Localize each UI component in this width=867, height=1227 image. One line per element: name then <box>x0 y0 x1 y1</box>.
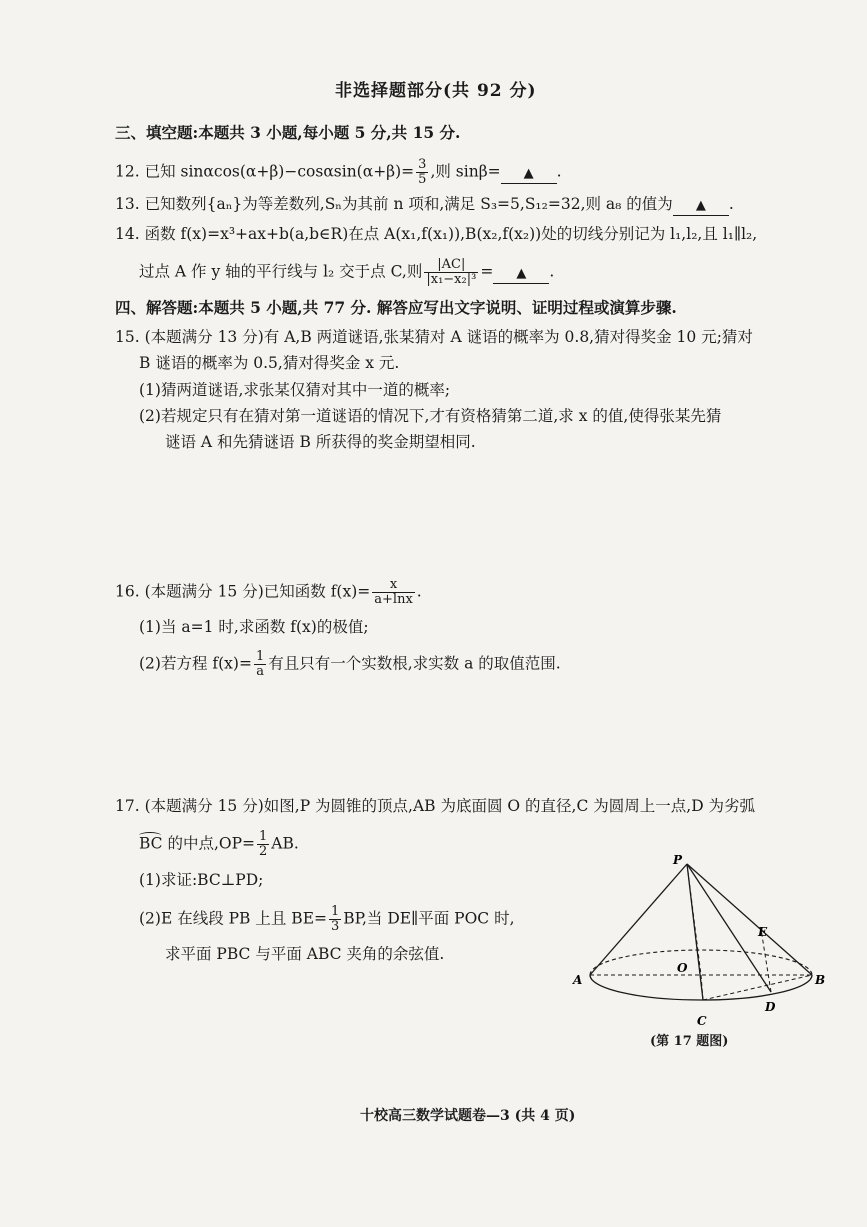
figure-caption: (第 17 题图) <box>650 1034 729 1049</box>
section-3-heading: 三、填空题:本题共 3 小题,每小题 5 分,共 15 分. <box>115 123 461 142</box>
section-title: 非选择题部分(共 92 分) <box>335 81 537 101</box>
q17-number: 17. <box>115 797 140 815</box>
section-4-heading: 四、解答题:本题共 5 小题,共 77 分. 解答应写出文字说明、证明过程或演算步骤. <box>115 298 677 317</box>
label-a: A <box>573 973 583 987</box>
cone-figure <box>565 848 826 1033</box>
label-e: E <box>758 925 768 939</box>
question-13: 13. 已知数列{aₙ}为等差数列,Sₙ为其前 n 项和,满足 S₃=5,S₁₂=32,则 a₈ 的值为 ▲ . <box>115 193 734 216</box>
q14-line2-lead: 过点 A 作 y 轴的平行线与 l₂ 交于点 C,则 <box>139 262 423 281</box>
question-15-line-1 <box>115 326 753 348</box>
question-12: 12. 已知 sinαcos(α+β)−cosαsin(α+β)= $\frac{3}{5}$ ,则 sinβ= ▲ . <box>115 157 562 187</box>
q13-text: 已知数列{aₙ}为等差数列,Sₙ为其前 n 项和,满足 S₃=5,S₁₂=32,则 a₈ 的值为 <box>144 195 673 213</box>
q14-fraction: $\frac{|AC|}{\text{|x₁−x₂|³}}$ <box>426 257 477 287</box>
edge-pa <box>590 864 687 975</box>
q12-answer-blank[interactable]: ▲ <box>501 163 557 184</box>
q17-line2-fraction: $\frac{1}{2}$ <box>259 829 268 859</box>
q13-answer-blank[interactable]: ▲ <box>673 195 729 216</box>
q14-number: 14. <box>115 225 140 243</box>
q15-part1: (1)猜两道谜语,求张某仅猜对其中一道的概率; <box>139 381 451 399</box>
question-14-line-1 <box>115 223 757 245</box>
q12-fraction: $\frac{3}{5}$ <box>418 157 427 187</box>
q14-answer-blank[interactable]: ▲ <box>493 263 549 284</box>
q17-part2-fraction: $\frac{1}{3}$ <box>331 904 340 934</box>
q12-number: 12. <box>115 162 140 181</box>
q16-part2: (2)若方程 f(x)= $\frac{1}{a}$ 有且只有一个实数根,求实数 a 的取值范围. <box>139 649 561 679</box>
label-o: O <box>677 961 688 975</box>
page-footer: 十校高三数学试题卷—3 (共 4 页) <box>360 1108 576 1124</box>
q17-part1: (1)求证:BC⊥PD; <box>139 871 264 889</box>
label-p: P <box>673 853 683 867</box>
q15-part2-b: 谜语 A 和先猜谜语 B 所获得的奖金期望相同. <box>165 433 476 451</box>
question-14-line-2: 过点 A 作 y 轴的平行线与 l₂ 交于点 C,则 $\frac{|AC|}{\text{|x₁−x₂|³}}$ = ▲ . <box>139 257 555 287</box>
label-d: D <box>765 1000 776 1014</box>
q12-lead: 已知 sinαcos(α+β)−cosαsin(α+β)= <box>144 162 415 181</box>
q16-lead: (本题满分 15 分)已知函数 f(x)= <box>144 582 371 601</box>
q12-tail: ,则 sinβ= <box>430 162 501 181</box>
q16-part1: (1)当 a=1 时,求函数 f(x)的极值; <box>139 618 369 636</box>
q17-line1: (本题满分 15 分)如图,P 为圆锥的顶点,AB 为底面圆 O 的直径,C 为圆周上一点,D 为劣弧 <box>144 797 756 815</box>
q16-fraction: $\frac{x}{a+\ln x}$ <box>374 577 413 607</box>
label-c: C <box>697 1014 707 1028</box>
q16-number: 16. <box>115 582 140 601</box>
q16-part2-fraction: $\frac{1}{a}$ <box>255 649 265 679</box>
q14-line1: 函数 f(x)=x³+ax+b(a,b∈R)在点 A(x₁,f(x₁)),B(x₂,f(x₂))处的切线分别记为 l₁,l₂,且 l₁∥l₂, <box>144 225 758 243</box>
q17-part2-line2: 求平面 PBC 与平面 ABC 夹角的余弦值. <box>165 945 445 963</box>
label-b: B <box>815 973 826 987</box>
q15-number: 15. <box>115 328 140 346</box>
question-16: 16. (本题满分 15 分)已知函数 f(x)= $\frac{x}{a+\ln x}$ . <box>115 577 422 607</box>
q17-part2: (2)E 在线段 PB 上且 BE= $\frac{1}{3}$ BP,当 DE∥平面 POC 时, <box>139 904 515 934</box>
q15-part2-a: (2)若规定只有在猜对第一道谜语的情况下,才有资格猜第二道,求 x 的值,使得张某先猜 <box>139 407 722 425</box>
question-17-line-1 <box>115 795 755 817</box>
q17-line2: BC 的中点,OP= $\frac{1}{2}$ AB. <box>139 829 299 859</box>
q15-line1: (本题满分 13 分)有 A,B 两道谜语,张某猜对 A 谜语的概率为 0.8,猜对得奖金 10 元;猜对 <box>144 328 753 346</box>
q13-number: 13. <box>115 195 140 213</box>
q15-line2: B 谜语的概率为 0.5,猜对得奖金 x 元. <box>139 354 400 372</box>
